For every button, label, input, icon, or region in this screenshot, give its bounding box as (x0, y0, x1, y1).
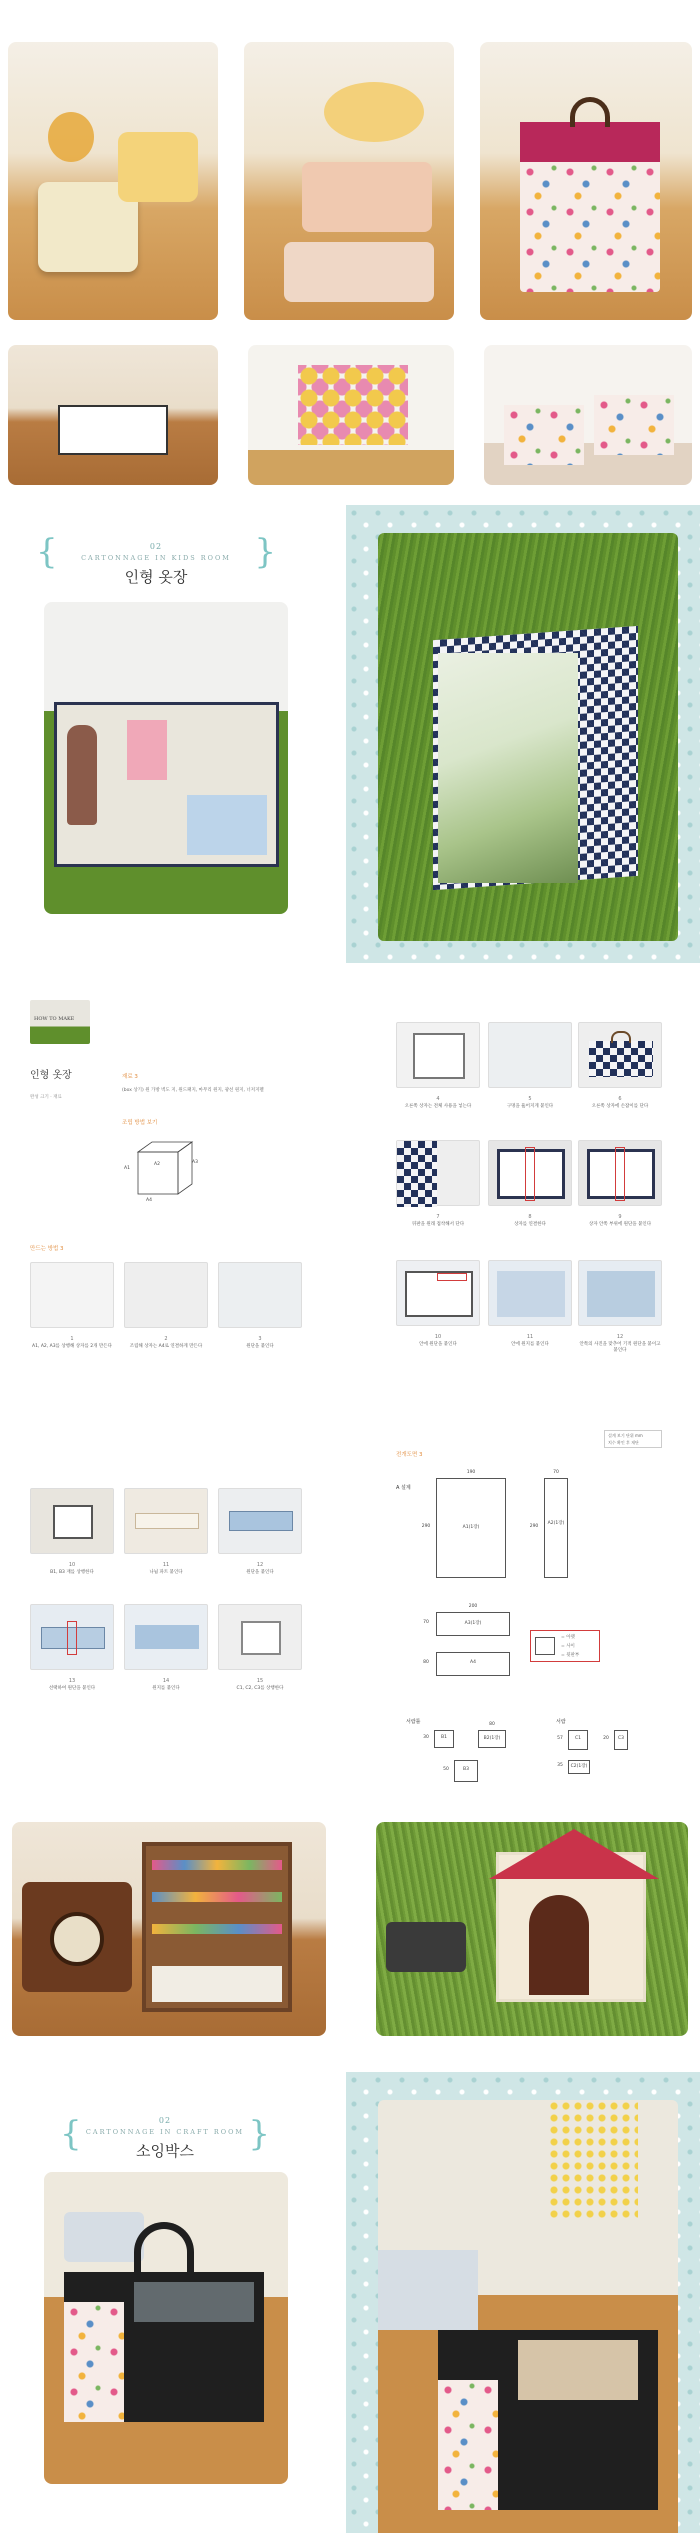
dim-a3-height: 70 (423, 1620, 429, 1625)
right-bracket-icon: } (248, 2114, 270, 2154)
deco-box-left (504, 405, 584, 465)
step-caption-13: 선택하여 원단을 붙인다 (48, 1686, 96, 1691)
floral-side-panel (438, 2380, 498, 2510)
photo-sewing-box-open (378, 2100, 678, 2533)
chapter-number: 02 (158, 2116, 172, 2125)
legend-box (530, 1630, 600, 1662)
diagram-label-a1: A1 (124, 1166, 130, 1171)
pattern-b2-label: B2(1장) (483, 1736, 501, 1741)
photo-hexagon-wall-shelf (248, 345, 454, 485)
doll (67, 725, 97, 825)
box-frame (413, 1033, 465, 1079)
pattern-c3-label: C3 (617, 1736, 624, 1741)
dim-a2-height: 290 (529, 1524, 539, 1529)
glass-lid (134, 2282, 254, 2322)
step-num-6: 6 (618, 1096, 622, 1102)
highlight-marker (525, 1147, 535, 1201)
step-image-8 (488, 1140, 572, 1206)
step-caption-12-left: 원단을 붙인다 (246, 1570, 274, 1575)
instruction-thumb (30, 1000, 90, 1060)
pattern-c2-label: C2(1장) (570, 1764, 588, 1769)
step-caption-12: 안쪽의 사진을 맞추어 기적 원단을 붙이고 붙인다 (579, 1342, 661, 1353)
shelf-drawers (152, 1966, 282, 2002)
instruction-subtitle: 완성 크기 · 재료 (30, 1095, 62, 1100)
photo-floral-handle-box (480, 42, 692, 320)
diagram-label-a3: A3 (192, 1160, 198, 1165)
step-caption-10: 안에 원단을 붙인다 (419, 1342, 457, 1347)
left-bracket-icon: { (36, 532, 58, 572)
step-image-11 (488, 1260, 572, 1326)
diagram-title: A 설계 (396, 1485, 411, 1491)
right-bracket-icon: } (254, 532, 276, 572)
legend-item-1: = 아랫 (561, 1635, 575, 1640)
house-box (496, 1852, 646, 2002)
hexagon-shelves (298, 365, 408, 445)
photo-house-box-truck (376, 1822, 688, 2036)
step-caption-15: C1, C2, C3를 상행한다 (236, 1686, 284, 1691)
step-num-14: 14 (162, 1678, 170, 1684)
step-caption-3: 원단을 붙인다 (246, 1344, 274, 1349)
rotary-dial-icon (50, 1912, 104, 1966)
wardrobe-drawers (187, 795, 267, 855)
dim-a4-height: 80 (423, 1660, 429, 1665)
diagram-label-a2: A2 (154, 1162, 160, 1167)
open-tray (518, 2340, 638, 2400)
chapter-subtitle: CARTONNAGE IN CRAFT ROOM (85, 2128, 245, 2136)
blue-lined-box (497, 1271, 565, 1317)
step-num-2: 2 (164, 1336, 168, 1342)
step-caption-1: A1, A2, A3를 상행해 상자를 2개 만든다 (32, 1344, 112, 1349)
floral-box-lid (520, 122, 660, 162)
kitchen-shelf-box (58, 405, 168, 455)
photo-sewing-box-closed (44, 2172, 288, 2484)
highlight-marker (67, 1621, 77, 1655)
materials-label: 재료 3 (122, 1074, 138, 1080)
step-caption-8: 상자를 연결한다 (514, 1222, 546, 1227)
chapter-doll-header (36, 520, 276, 590)
pattern-a2-label: A2(1장) (547, 1521, 565, 1526)
step-caption-4: 오른쪽 상자는 전체 사용을 넣는다 (404, 1104, 472, 1109)
step-num-11: 11 (526, 1334, 534, 1340)
dim-a2-width: 70 (553, 1470, 559, 1475)
step-num-7: 7 (436, 1214, 440, 1220)
pattern-b1-label: B1 (441, 1735, 447, 1740)
chapter-title: 소잉박스 (136, 2142, 194, 2160)
step-image-12 (578, 1260, 662, 1326)
step-image-10 (396, 1260, 480, 1326)
step-image-15 (218, 1604, 302, 1670)
photo-telephone-shelf (12, 1822, 326, 2036)
teal-frame-sewing (346, 2072, 700, 2533)
instruction-title: 인형 옷장 (30, 1070, 72, 1081)
legend-swatch (535, 1637, 555, 1655)
step-num-12: 12 (616, 1334, 624, 1340)
photo-decorative-boxes (484, 345, 692, 485)
step-num-5: 5 (528, 1096, 532, 1102)
step-image-2 (124, 1262, 208, 1328)
photo-tiered-stand (244, 42, 454, 320)
plan-note-line-2: 치수 확인 후 재단 (608, 1440, 639, 1445)
step-num-10-left: 10 (68, 1562, 76, 1568)
step-image-10-left (30, 1488, 114, 1554)
step-num-13: 13 (68, 1678, 76, 1684)
dim-b1: 30 (423, 1735, 429, 1740)
dim-b2: 80 (489, 1722, 495, 1727)
dim-c1: 57 (557, 1736, 563, 1741)
open-sewing-box (438, 2330, 658, 2510)
dim-a1-width: 190 (466, 1470, 476, 1475)
step-caption-7: 뒤판을 원래 접착해서 단다 (411, 1222, 465, 1227)
yellow-flowers (548, 2100, 638, 2220)
step-image-3 (218, 1262, 302, 1328)
honey-jar (48, 112, 94, 162)
lattice-box (589, 1041, 653, 1077)
step-caption-10-left: B1, B3 재를 상행한다 (50, 1570, 94, 1575)
doll-dress (127, 720, 167, 780)
thumb-label: HOW TO MAKE (34, 1016, 75, 1022)
pattern-a3-label: A3(1장) (464, 1621, 482, 1626)
blue-lined-box (587, 1271, 655, 1317)
thread-spools-row-1 (152, 1860, 282, 1870)
thread-spools-row-2 (152, 1892, 282, 1902)
floral-side-panel (64, 2302, 124, 2422)
step-image-7 (396, 1140, 480, 1206)
pattern-b3-label: B3 (463, 1767, 469, 1772)
dim-a3-width: 200 (468, 1604, 478, 1609)
dim-b3: 50 (443, 1767, 449, 1772)
plan-note-line-1: 설계 보기 단위 mm (608, 1433, 643, 1438)
open-wardrobe (54, 702, 279, 867)
wardrobe-front-toile (438, 653, 578, 883)
step-image-14 (124, 1604, 208, 1670)
tier-middle (302, 162, 432, 232)
step-num-8: 8 (528, 1214, 532, 1220)
deco-box-right (594, 395, 674, 455)
step-caption-11-left: 나뉨 파트 붙인다 (149, 1570, 183, 1575)
step-num-15: 15 (256, 1678, 264, 1684)
photo-hexagon-boxes (8, 42, 218, 320)
thread-spools-row-3 (152, 1924, 282, 1934)
dim-c3: 20 (603, 1736, 609, 1741)
photo-kitchen-shelf (8, 345, 218, 485)
highlight-marker (437, 1273, 467, 1281)
highlight-marker (615, 1147, 625, 1201)
step-image-13 (30, 1604, 114, 1670)
step-num-12-left: 12 (256, 1562, 264, 1568)
box-overview-diagram (124, 1138, 200, 1203)
sewing-box-body (64, 2272, 264, 2422)
blue-shelf-lined (135, 1625, 199, 1649)
chapter-subtitle: CARTONNAGE IN KIDS ROOM (81, 554, 231, 562)
step-image-1 (30, 1262, 114, 1328)
photo-doll-wardrobe-open (44, 602, 288, 914)
step-image-12-left (218, 1488, 302, 1554)
left-bracket-icon: { (60, 2114, 82, 2154)
typewriter (378, 2250, 478, 2330)
step-caption-5: 구멍을 뚫어지게 붙인다 (506, 1104, 554, 1109)
step-caption-2: 조립해 상자는 A4로 연결하게 만든다 (129, 1344, 203, 1349)
house-roof (489, 1829, 659, 1879)
pattern-c1-label: C1 (574, 1736, 581, 1741)
legend-item-3: = 뒷판부 (561, 1653, 580, 1658)
dim-c2: 35 (557, 1763, 563, 1768)
small-diagram-left-title: 서랍틀 (406, 1719, 421, 1725)
howto-label: 만드는 방법 3 (30, 1246, 64, 1252)
step-caption-14: 원지를 붙인다 (152, 1686, 180, 1691)
diagram-label-a4: A4 (146, 1198, 152, 1203)
step-image-6 (578, 1022, 662, 1088)
typewriter (64, 2212, 144, 2262)
plan-note-box (604, 1430, 662, 1448)
blue-shelf (229, 1511, 293, 1531)
lattice-panel (397, 1141, 437, 1207)
divider-parts (135, 1513, 199, 1529)
leather-handle (570, 97, 610, 127)
step-caption-11: 안에 원지를 붙인다 (511, 1342, 549, 1347)
step-image-5 (488, 1022, 572, 1088)
house-door (529, 1895, 589, 1995)
pattern-a4-label: A4 (470, 1660, 476, 1665)
step-image-9 (578, 1140, 662, 1206)
thumb-image (30, 1000, 90, 1044)
step-num-1: 1 (70, 1336, 74, 1342)
small-diagram-right-title: 서랍 (556, 1719, 566, 1725)
tier-top-yarn (324, 82, 424, 142)
materials-text: (box 상기) 원 가방 벽도 지, 원드패지, 마무리 원지, 광선 원지, 너저지펠 (122, 1088, 264, 1093)
handle-icon (611, 1031, 631, 1043)
step-caption-9: 상자 안쪽 부위에 원단을 붙인다 (588, 1222, 652, 1227)
tier-bottom (284, 242, 434, 302)
chapter-title: 인형 옷장 (124, 568, 188, 586)
chapter-number: 02 (149, 542, 163, 551)
step-image-4 (396, 1022, 480, 1088)
step-image-11-left (124, 1488, 208, 1554)
toy-truck (386, 1922, 466, 1972)
frame-box (53, 1505, 93, 1539)
white-box (241, 1621, 281, 1655)
thread-shelf (142, 1842, 292, 2012)
step-num-11-left: 11 (162, 1562, 170, 1568)
photo-doll-wardrobe-closed (378, 533, 678, 941)
step-num-3: 3 (258, 1336, 262, 1342)
step-num-4: 4 (436, 1096, 440, 1102)
teal-frame (346, 505, 700, 963)
box-wireframe (132, 1138, 200, 1200)
step-num-9: 9 (618, 1214, 622, 1220)
overview-label: 조립 방법 보기 (122, 1120, 158, 1126)
pattern-a1-label: A1(1장) (462, 1525, 480, 1530)
dim-a1-height: 290 (421, 1524, 431, 1529)
basket-handle (134, 2222, 194, 2272)
chapter-sewing-header (60, 2102, 270, 2172)
pattern-a2 (544, 1478, 568, 1578)
step-num-10: 10 (434, 1334, 442, 1340)
plan-label: 전개도면 3 (396, 1452, 423, 1458)
hexagon-box-small (118, 132, 198, 202)
legend-item-2: = 사이 (561, 1644, 575, 1649)
step-caption-6: 오른쪽 상자에 손잡이를 단다 (591, 1104, 649, 1109)
vintage-telephone (22, 1882, 132, 1992)
